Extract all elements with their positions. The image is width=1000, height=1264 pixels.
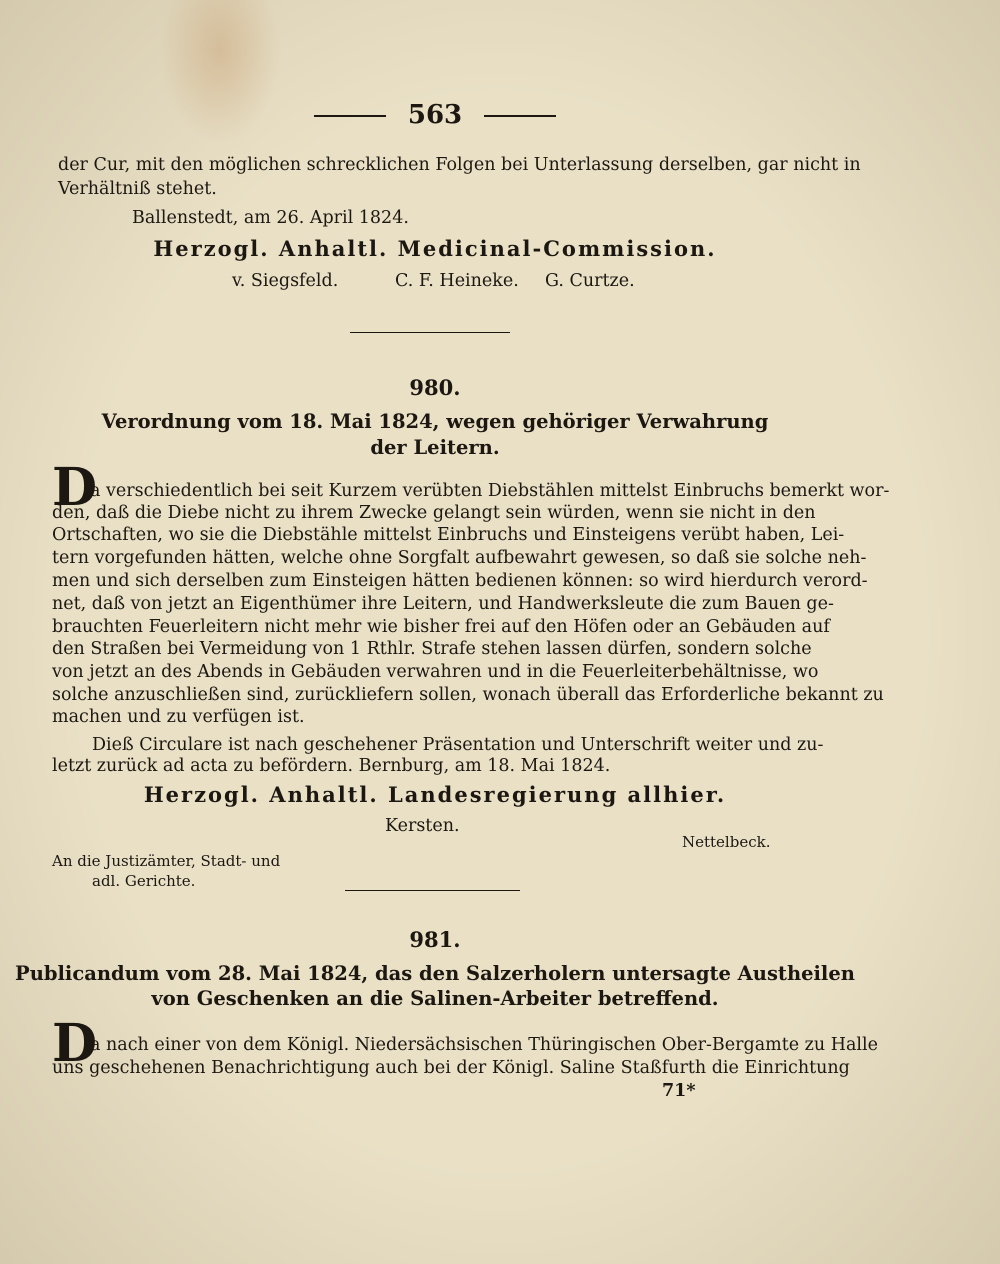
section-980-line-5: men und sich derselben zum Einsteigen hätten bedienen können: so wird hierdurch verord- xyxy=(52,571,868,591)
section-980-line-2: den, daß die Diebe nicht zu ihrem Zwecke gelangt sein würden, wenn sie nicht in den xyxy=(52,503,816,523)
section-divider-1 xyxy=(350,332,510,333)
section-980-signature-2: Nettelbeck. xyxy=(682,833,771,851)
section-980-signature-1: Kersten. xyxy=(385,816,460,836)
section-980-line-7: brauchten Feuerleitern nicht mehr wie bisher frei auf den Höfen oder an Gebäuden auf xyxy=(52,617,830,637)
right-rule xyxy=(484,115,556,117)
section-980-dropcap: D xyxy=(52,457,98,518)
section-980-line-10: solche anzuschließen sind, zurückliefern sollen, wonach überall das Erforderliche bekannt zu xyxy=(52,685,884,705)
section-981-title-line-2: von Geschenken an die Salinen-Arbeiter betreffend. xyxy=(151,987,719,1010)
section-981-line-2: uns geschehenen Benachrichtigung auch bei der Königl. Saline Staßfurth die Einrichtung xyxy=(52,1058,850,1078)
section-980-line-6: net, daß von jetzt an Eigenthümer ihre Leitern, und Handwerksleute die zum Bauen ge- xyxy=(52,594,834,614)
section-980-number: 980. xyxy=(409,375,461,400)
section-980-line-4: tern vorgefunden hätten, welche ohne Sorgfalt aufbewahrt gewesen, so daß sie solche neh- xyxy=(52,548,867,568)
page-number-line xyxy=(0,100,870,130)
section-980-line-9: von jetzt an des Abends in Gebäuden verwahren und in die Feuerleiterbehältnisse, wo xyxy=(52,662,819,682)
top-text-line-2: Verhältniß stehet. xyxy=(58,179,217,199)
section-divider-2 xyxy=(345,890,520,891)
left-rule xyxy=(314,115,386,117)
recipients-line-1: An die Justizämter, Stadt- und xyxy=(52,852,281,870)
recipients-line-2: adl. Gerichte. xyxy=(92,872,196,890)
section-980-para2-line-2: letzt zurück ad acta zu befördern. Bernburg, am 18. Mai 1824. xyxy=(52,756,611,776)
section-980-authority: Herzogl. Anhaltl. Landesregierung allhier. xyxy=(143,782,727,807)
page-number: 563 xyxy=(407,100,463,130)
place-date: Ballenstedt, am 26. April 1824. xyxy=(132,208,409,228)
section-980-para2-line-1: Dieß Circulare ist nach geschehener Präsentation und Unterschrift weiter und zu- xyxy=(92,735,824,755)
signature-2: C. F. Heineke. xyxy=(395,271,519,291)
section-980-title-line-1: Verordnung vom 18. Mai 1824, wegen gehöriger Verwahrung xyxy=(101,410,769,433)
signature-mark: 71* xyxy=(662,1081,696,1101)
section-981-title-line-1: Publicandum vom 28. Mai 1824, das den Salzerholern untersagte Austheilen xyxy=(15,962,855,985)
section-980-line-8: den Straßen bei Vermeidung von 1 Rthlr. Strafe stehen lassen dürfen, sondern solche xyxy=(52,639,812,659)
section-981-line-1: a nach einer von dem Königl. Niedersächsischen Thüringischen Ober-Bergamte zu Halle xyxy=(90,1035,878,1055)
signature-1: v. Siegsfeld. xyxy=(232,271,339,291)
top-text-line-1: der Cur, mit den möglichen schrecklichen Folgen bei Unterlassung derselben, gar nicht in xyxy=(58,155,861,175)
section-980-line-1: a verschiedentlich bei seit Kurzem verübten Diebstählen mittelst Einbruchs bemerkt wor- xyxy=(90,481,890,501)
section-980-line-11: machen und zu verfügen ist. xyxy=(52,707,305,727)
signature-3: G. Curtze. xyxy=(545,271,635,291)
section-981-number: 981. xyxy=(409,927,461,952)
section-981-dropcap: D xyxy=(52,1013,98,1074)
section-980-line-3: Ortschaften, wo sie die Diebstähle mittelst Einbruchs und Einsteigens verübt haben, Lei- xyxy=(52,525,845,545)
commission-authority: Herzogl. Anhaltl. Medicinal-Commission. xyxy=(153,236,717,261)
section-980-title-line-2: der Leitern. xyxy=(370,436,500,459)
